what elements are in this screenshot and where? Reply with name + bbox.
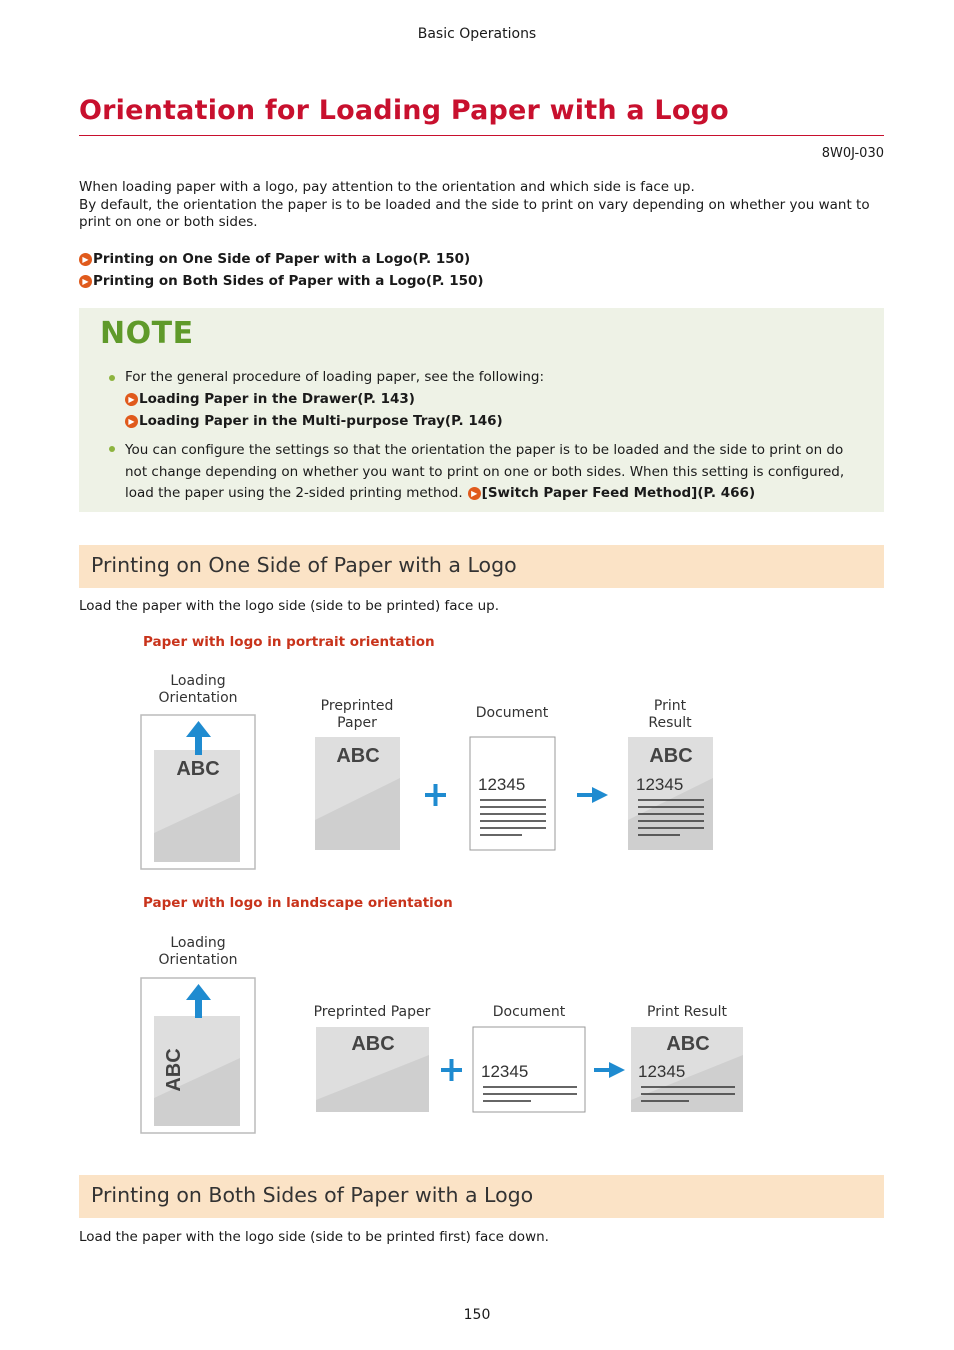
- label-preprinted-paper: Preprinted Paper: [313, 1004, 431, 1020]
- label-result: Result: [648, 715, 692, 731]
- number-text: 12345: [638, 1062, 686, 1081]
- link-label: Printing on One Side of Paper with a Logo(P. 150): [93, 251, 471, 267]
- label-paper: Paper: [337, 715, 377, 731]
- arrow-right-icon: ▶: [125, 415, 138, 428]
- note-bullet-1-text: For the general procedure of loading paper, see the following:: [125, 369, 545, 385]
- caption-portrait: Paper with logo in portrait orientation: [143, 634, 435, 650]
- logo-text: ABC: [176, 758, 220, 780]
- note-bullet-2-line-1: You can configure the settings so that the orientation the paper is to be loaded and the side to print on do: [125, 442, 844, 458]
- section-heading-both-sides: Printing on Both Sides of Paper with a Logo: [91, 1183, 534, 1207]
- up-arrow-icon: [195, 998, 202, 1018]
- arrow-right-icon: ▶: [125, 393, 138, 406]
- label-preprinted: Preprinted: [320, 698, 394, 714]
- note-bullet-2-line-2: not change depending on whether you want to print on one or both sides. When this setting is configured,: [125, 463, 845, 480]
- arrow-right-icon: ▶: [79, 253, 92, 266]
- document-code: 8W0J-030: [821, 146, 884, 161]
- up-arrow-icon: [195, 735, 202, 755]
- caption-landscape: Paper with logo in landscape orientation: [143, 895, 453, 911]
- link-label: [Switch Paper Feed Method](P. 466): [481, 485, 756, 501]
- section-heading-one-side: Printing on One Side of Paper with a Logo: [91, 553, 517, 577]
- arrow-right-icon: ▶: [468, 487, 481, 500]
- label-orientation: Orientation: [158, 952, 238, 968]
- number-text: 12345: [478, 775, 526, 794]
- label-print: Print: [653, 698, 687, 714]
- label-orientation: Orientation: [158, 690, 238, 706]
- intro-line-1: When loading paper with a logo, pay attention to the orientation and which side is face up.: [79, 179, 695, 195]
- intro-line-2: By default, the orientation the paper is to be loaded and the side to print on vary depending on whether you want to print on one or both sides.: [79, 196, 870, 230]
- logo-text: ABC: [649, 745, 693, 767]
- logo-text: ABC: [163, 1048, 185, 1092]
- logo-text: ABC: [666, 1033, 710, 1055]
- number-text: 12345: [636, 775, 684, 794]
- label-loading: Loading: [170, 673, 226, 689]
- portrait-diagram: [141, 673, 713, 869]
- label-loading: Loading: [170, 935, 226, 951]
- page-number: 150: [463, 1307, 491, 1323]
- label-document: Document: [475, 705, 549, 721]
- running-header: Basic Operations: [417, 26, 537, 42]
- one-side-text: Load the paper with the logo side (side to be printed) face up.: [79, 598, 499, 614]
- landscape-diagram: [141, 935, 743, 1133]
- logo-text: ABC: [336, 745, 380, 767]
- link-label: Loading Paper in the Multi-purpose Tray(P. 146): [139, 413, 503, 429]
- label-print-result: Print Result: [647, 1004, 727, 1020]
- note-heading: NOTE: [100, 316, 194, 351]
- arrow-right-icon: ▶: [79, 275, 92, 288]
- number-text: 12345: [481, 1062, 529, 1081]
- both-sides-text: Load the paper with the logo side (side to be printed first) face down.: [79, 1229, 549, 1245]
- page-title: Orientation for Loading Paper with a Logo: [79, 95, 729, 126]
- label-document: Document: [492, 1004, 566, 1020]
- note-bullet-2-line-3-text: load the paper using the 2-sided printing method.: [125, 485, 463, 501]
- link-label: Loading Paper in the Drawer(P. 143): [139, 391, 415, 407]
- link-label: Printing on Both Sides of Paper with a Logo(P. 150): [93, 273, 484, 289]
- logo-text: ABC: [351, 1033, 395, 1055]
